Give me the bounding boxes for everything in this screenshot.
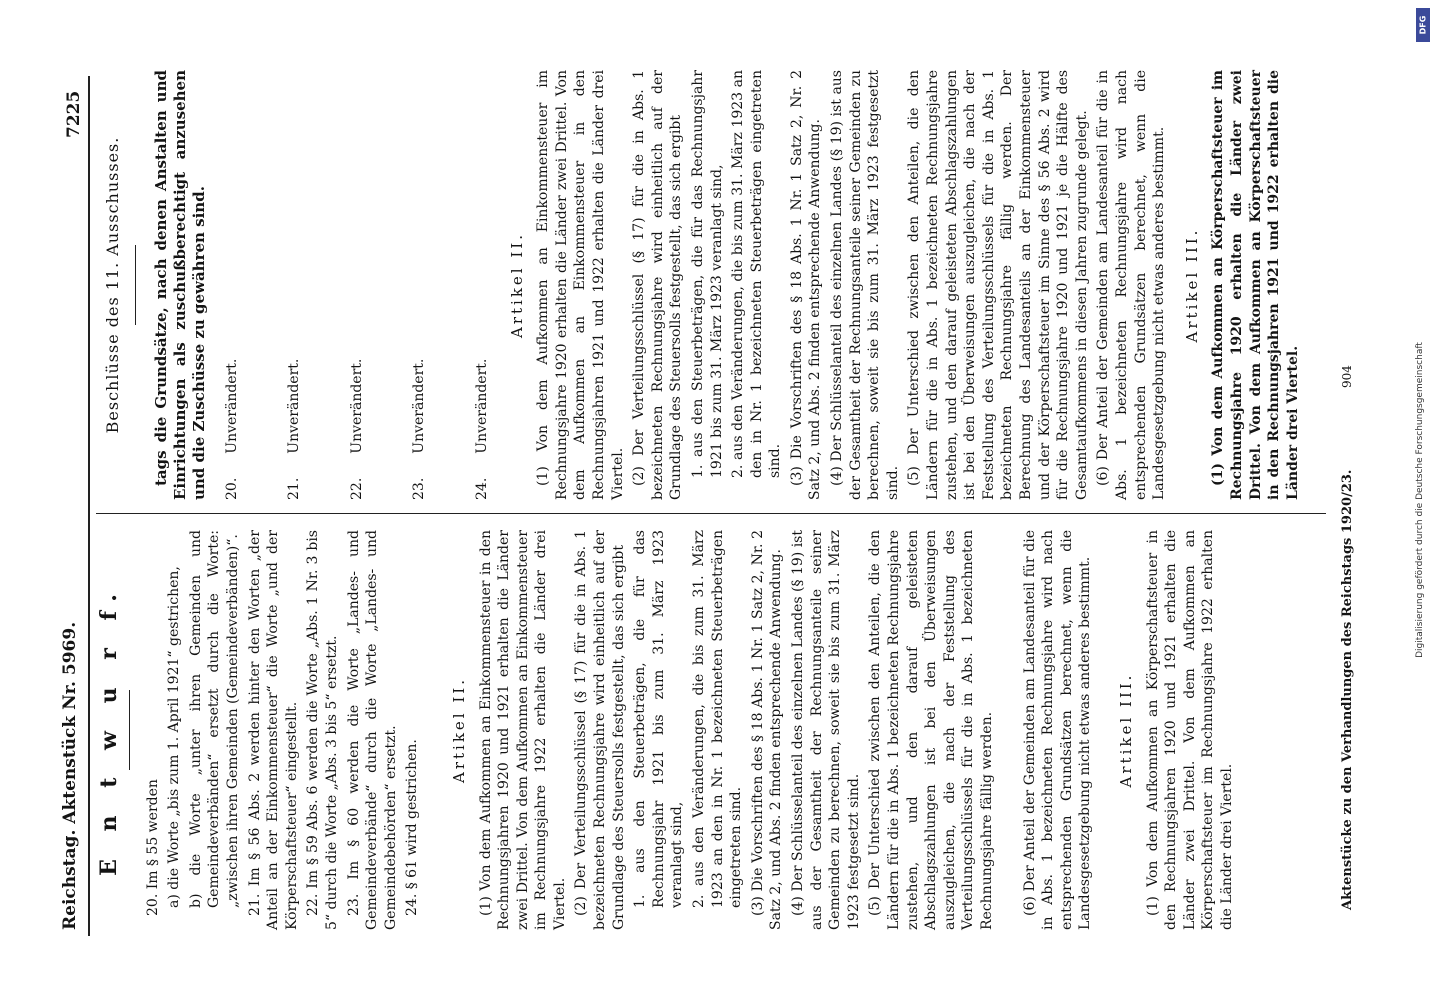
resolutions-article2-paragraph: 1. aus den Steuerbeträgen, die für das Rechnungsjahr 1921 bis zum 31. März 1923 veranlagt sind, xyxy=(689,70,725,478)
resolutions-article3-paragraph: (1) Von dem Aufkommen an Körperschaftsteuer im Rechnungsjahre 1920 erhalten die Länder zwei Drittel. Von dem Aufkommen an Körperschaftsteuer in den Rechnungsjahren 1921 und 1922 erhalten die Länder drei Viertel. xyxy=(1210,70,1301,500)
unchanged-text: Unverändert. xyxy=(223,358,240,454)
document-header: Reichstag. Aktenstück Nr. 5969. xyxy=(60,621,80,930)
draft-item: 23. Im § 60 werden die Worte „Landes- und Gemeindeverbände“ durch die Worte „Landes- und Gemeindebehörden“ ersetzt. xyxy=(345,530,399,930)
resolutions-article2-paragraph: (3) Die Vorschriften des § 18 Abs. 1 Nr. 1 Satz 2, Nr. 2 Satz 2, und Abs. 2 finden entsprechende Anwendung. xyxy=(788,70,824,500)
draft-article2-heading: Artikel II. xyxy=(449,677,468,783)
resolutions-column xyxy=(100,70,1305,500)
resolutions-article2-paragraph: (4) Der Schlüsselanteil des einzelnen Landes (§ 19) ist aus der Gesamtheit der Rechnungsanteile seiner Gemeinden zu berechnen, soweit sie bis zum 31. März 1923 festgesetzt sind. xyxy=(829,70,901,500)
unchanged-entry xyxy=(285,70,304,500)
unchanged-text: Unverändert. xyxy=(286,358,303,454)
unchanged-entry xyxy=(223,70,242,500)
draft-item: a) die Worte „bis zum 1. April 1921“ gestrichen, xyxy=(166,566,183,908)
header-rule xyxy=(88,76,90,936)
draft-item: 22. Im § 59 Abs. 6 werden die Worte „Abs. 1 Nr. 3 bis 5“ durch die Worte „Abs. 3 bis 5“ ersetzt. xyxy=(305,530,340,930)
resolutions-article2-paragraph: (2) Der Verteilungsschlüssel (§ 17) für die in Abs. 1 bezeichneten Rechnungsjahre wird einheitlich auf der Grundlage des Steuersolls festgestellt, das sich ergibt xyxy=(631,70,685,500)
unchanged-entry xyxy=(348,70,367,500)
unchanged-number: 22. xyxy=(348,477,365,500)
draft-item: 20. Im § 55 werden xyxy=(144,779,161,916)
draft-article2-paragraph: 2. aus den Veränderungen, die bis zum 31. März 1923 an den in Nr. 1 bezeichneten Steuerbeträgen eingetreten sind. xyxy=(691,530,745,908)
unchanged-number: 24. xyxy=(473,477,490,500)
resolutions-title-rule xyxy=(135,245,136,325)
draft-item: b) die Worte „unter ihren Gemeinden und Gemeindeverbänden“ ersetzt durch die Worte: „zwischen ihren Gemeinden (Gemeindeverbänden)“. xyxy=(187,530,241,908)
draft-item: 24. § 61 wird gestrichen. xyxy=(404,739,421,916)
dfg-logo-text: DFG xyxy=(1418,15,1428,35)
draft-article2-paragraph: (2) Der Verteilungsschlüssel (§ 17) für die in Abs. 1 bezeichneten Rechnungsjahre wird einheitlich auf der Grundlage des Steuersolls festgestellt, das sich ergibt xyxy=(573,530,627,930)
resolutions-article2-paragraph: (6) Der Anteil der Gemeinden am Landesanteil für die in Abs. 1 bezeichneten Rechnungsjahre wird nach entsprechenden Grundsätzen berechnet, wenn die Landesgesetzgebung nicht etwas anderes bestimmt. xyxy=(1095,70,1168,500)
draft-article3-paragraph: (1) Von dem Aufkommen an Körperschaftsteuer in den Rechnungsjahren 1920 und 1921 erhalten die Länder zwei Drittel. Von dem Aufkommen an Körperschaftsteuer im Rechnungsjahre 1922 erhalten die Länder drei Viertel. xyxy=(1144,530,1235,930)
draft-title-rule xyxy=(129,690,130,770)
unchanged-entry xyxy=(410,70,429,500)
footer-page-mark: 904 xyxy=(1340,365,1354,388)
draft-article2-paragraph: (6) Der Anteil der Gemeinden am Landesanteil für die in Abs. 1 bezeichneten Rechnungsjahre wird nach entsprechenden Grundsätzen berechnet, wenn die Landesgesetzgebung nicht etwas anderes bestimmt. xyxy=(1021,530,1094,930)
digitization-text: Digitalisierung gefördert durch die Deutsche Forschungsgemeinschaft xyxy=(1415,342,1425,658)
draft-article2-paragraph: (4) Der Schlüsselanteil des einzelnen Landes (§ 19) ist aus der Gesamtheit der Rechnungsanteile seiner Gemeinden zu berechnen, soweit sie bis zum 31. März 1923 festgesetzt sind. xyxy=(790,530,862,930)
unchanged-text: Unverändert. xyxy=(411,358,428,454)
footer-note: Aktenstücke zu den Verhandlungen des Reichstags 1920/23. xyxy=(1340,469,1355,910)
unchanged-number: 23. xyxy=(411,477,428,500)
resolutions-article2-paragraph: 2. aus den Veränderungen, die bis zum 31. März 1923 an den in Nr. 1 bezeichneten Steuerbeträgen eingetreten sind. xyxy=(730,70,784,478)
resolutions-title: Beschlüsse des 11. Ausschusses. xyxy=(103,136,122,434)
draft-item: 21. Im § 56 Abs. 2 werden hinter den Worten „der Anteil an der Einkommensteuer“ die Worte „und der Körperschaftsteuer“ eingestellt. xyxy=(246,530,300,930)
unchanged-text: Unverändert. xyxy=(473,358,490,454)
resolutions-article2-paragraph: (5) Der Unterschied zwischen den Anteilen, die den Ländern für die in Abs. 1 bezeichneten Rechnungsjahre zustehen, und den darauf geleisteten Abschlagszahlungen ist bei den Überweisungen auszugleichen, die nach der Feststellung des Verteilungsschlüssels für die in Abs. 1 bezeichneten Rechnungsjahre fällig werden. Der Berechnung des Landesanteils an der Einkommensteuer und der Körperschaftsteuer im Sinne des § 56 Abs. 2 wird für die Rechnungsjahre 1920 und 1921 je die Hälfte des Gesamtaufkommens in diesen Jahren zugrunde gelegt. xyxy=(906,70,1090,500)
resolutions-intro: tags die Grundsätze, nach denen Anstalten und Einrichtungen als zuschußberechtigt anzusehen und die Zuschüsse zu gewähren sind. xyxy=(151,70,208,500)
draft-article2-paragraph: (3) Die Vorschriften des § 18 Abs. 1 Nr. 1 Satz 2, Nr. 2 Satz 2, und Abs. 2 finden entsprechende Anwendung. xyxy=(749,530,785,930)
resolutions-article2-heading: Artikel II. xyxy=(507,232,526,338)
unchanged-number: 21. xyxy=(286,477,303,500)
page-number: 7225 xyxy=(64,90,84,138)
draft-article2-paragraph: (1) Von dem Aufkommen an Einkommensteuer in den Rechnungsjahren 1920 und 1921 erhalten die Länder zwei Drittel. Von dem Aufkommen an Einkommensteuer im Rechnungsjahre 1922 erhalten die Länder drei Viertel. xyxy=(477,530,568,930)
unchanged-number: 20. xyxy=(223,477,240,500)
draft-column xyxy=(96,530,1239,930)
draft-article3-heading: Artikel III. xyxy=(1116,672,1135,788)
digitization-note xyxy=(1410,0,1432,1000)
unchanged-text: Unverändert. xyxy=(348,358,365,454)
draft-article2-paragraph: (5) Der Unterschied zwischen den Anteilen, die den Ländern für die in Abs. 1 bezeichneten Rechnungsjahre zustehen, und den darauf geleisteten Abschlagszahlungen ist bei den Überweisungen auszugleichen, die nach der Feststellung des Verteilungsschlüssels für die in Abs. 1 bezeichneten Rechnungsjahre fällig werden. xyxy=(867,530,995,930)
draft-title: E n t w u r f. xyxy=(96,584,122,876)
dfg-logo xyxy=(1416,8,1430,42)
draft-article2-paragraph: 1. aus den Steuerbeträgen, die für das Rechnungsjahr 1921 bis zum 31. März 1923 veranlagt sind, xyxy=(632,530,686,908)
resolutions-article3-heading: Artikel III. xyxy=(1182,227,1201,343)
column-divider xyxy=(96,513,1326,514)
resolutions-article2-paragraph: (1) Von dem Aufkommen an Einkommensteuer im Rechnungsjahre 1920 erhalten die Länder zwei Drittel. Von dem Aufkommen an Einkommensteuer in den Rechnungsjahren 1921 und 1922 erhalten die Länder drei Viertel. xyxy=(535,70,626,500)
unchanged-entry xyxy=(473,70,492,500)
